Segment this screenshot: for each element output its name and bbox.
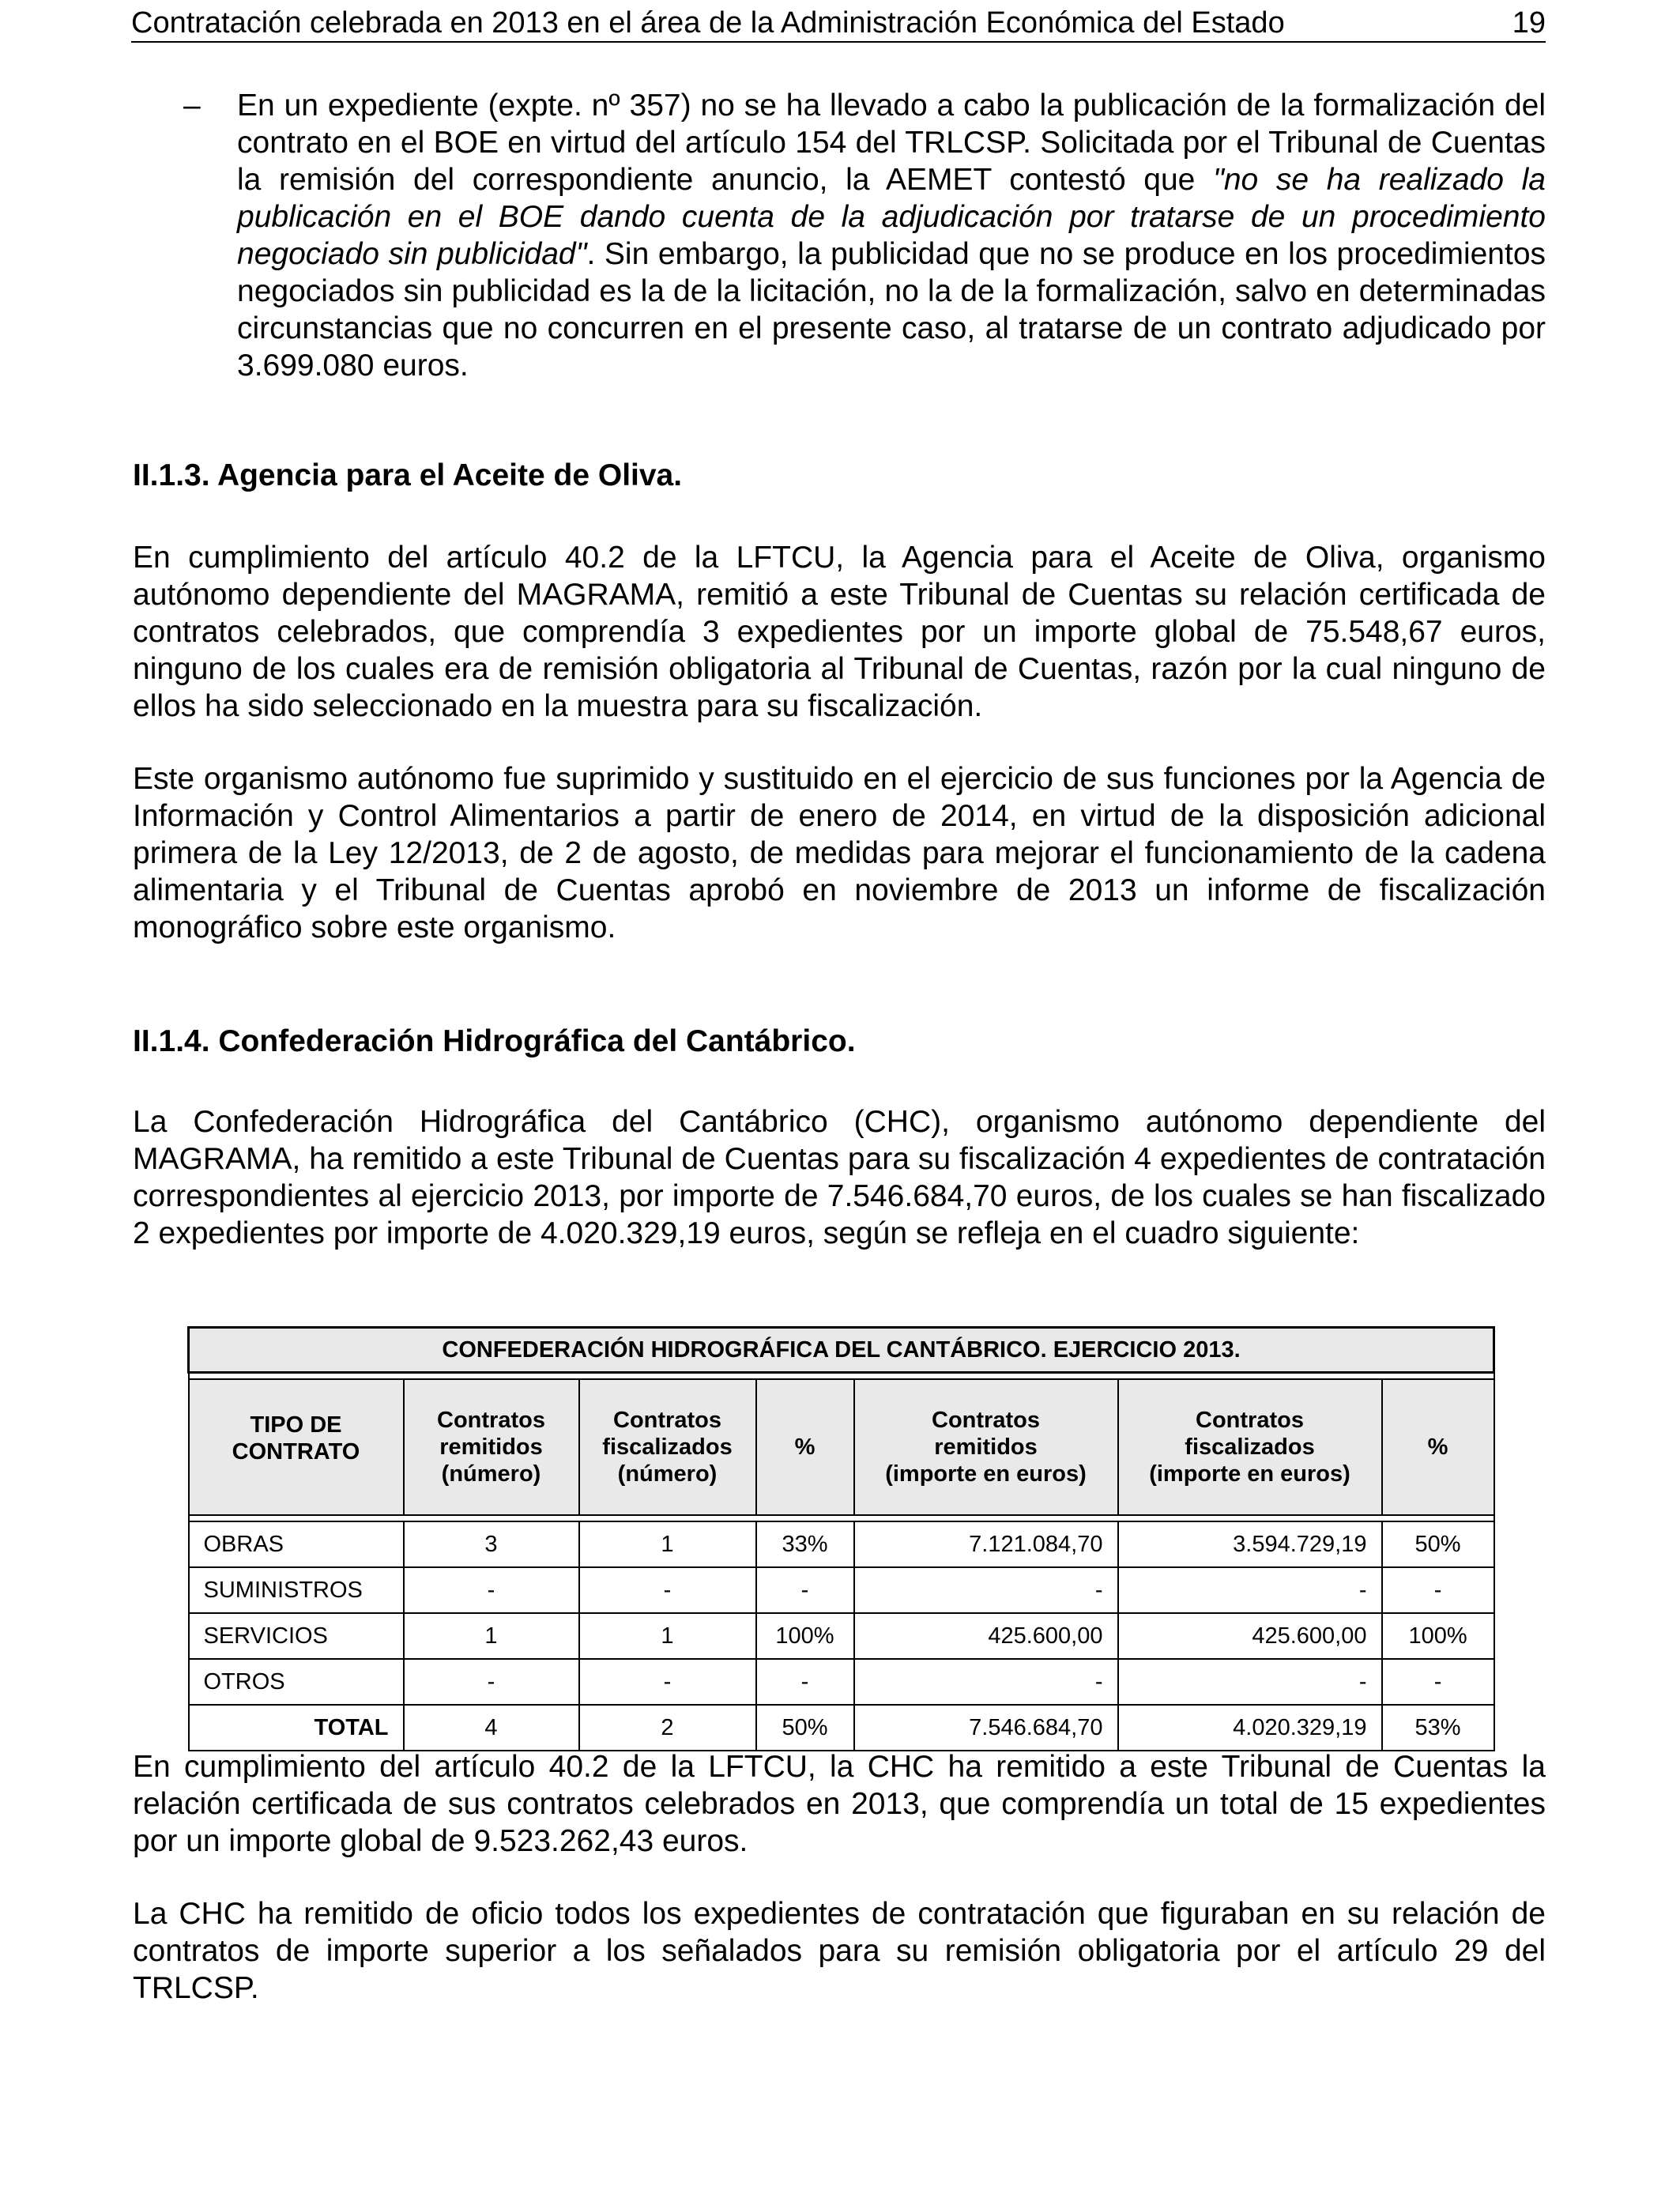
header-title: Contratación celebrada en 2013 en el área de la Administración Económica del Estado [131,6,1285,40]
cell-pct-importe: 100% [1382,1613,1494,1659]
cell-remitidos-importe: 7.121.084,70 [854,1521,1118,1567]
header-line: (número) [441,1461,541,1487]
cell-fiscalizados-num: 1 [579,1521,756,1567]
col-header-fiscalizados-num [579,1379,756,1515]
col-header-remitidos-num [404,1379,579,1515]
cell-total-pct-num: 50% [756,1705,854,1751]
bullet-quote: "no se ha realizado la publicación en el BOE dando cuenta de la adjudicación por tratarse de un procedimiento negociado sin publicidad" [237,163,1546,271]
table-caption-row [189,1328,1494,1373]
table-row [189,1613,1494,1659]
cell-fiscalizados-importe: - [1118,1567,1382,1613]
table-row [189,1521,1494,1567]
paragraph-chc-3: La CHC ha remitido de oficio todos los expedientes de contratación que figuraban en su relación de contratos de importe superior a los señalados para su remisión obligatoria por el artículo 29 del TRLCSP. [133,1897,1546,2005]
cell-pct-num: 100% [756,1613,854,1659]
cell-pct-importe: - [1382,1659,1494,1705]
header-line: fiscalizados [602,1434,733,1460]
table-row [189,1659,1494,1705]
header-line: % [794,1434,816,1460]
header-line: fiscalizados [1185,1434,1315,1460]
header-line: Contratos [932,1408,1040,1433]
cell-remitidos-num: - [404,1659,579,1705]
cell-tipo: OBRAS [189,1521,404,1567]
cell-remitidos-importe: - [854,1659,1118,1705]
col-header-remitidos-importe [854,1379,1118,1515]
cell-fiscalizados-num: - [579,1567,756,1613]
cell-total-fiscalizados-importe: 4.020.329,19 [1118,1705,1382,1751]
cell-fiscalizados-importe: - [1118,1659,1382,1705]
paragraph-chc-1: La Confederación Hidrográfica del Cantábrico (CHC), organismo autónomo dependiente del MAGRAMA, ha remitido a este Tribunal de Cuentas para su fiscalización 4 expedientes de contratación correspondientes al ejercicio 2013, por importe de 7.546.684,70 euros, de los cuales se han fiscalizado 2 expedientes por importe de 4.020.329,19 euros, según se refleja en el cuadro siguiente: [133,1105,1546,1250]
header-line: (número) [617,1461,718,1487]
col-header-pct-num [756,1379,854,1515]
header-line: CONTRATO [232,1439,360,1465]
cell-fiscalizados-num: 1 [579,1613,756,1659]
header-line: % [1427,1434,1448,1460]
cell-total-remitidos-importe: 7.546.684,70 [854,1705,1118,1751]
header-line: Contratos [1196,1408,1304,1433]
cell-remitidos-num: 3 [404,1521,579,1567]
cell-fiscalizados-num: - [579,1659,756,1705]
header-line: TIPO DE [250,1412,342,1438]
cell-total-pct-importe: 53% [1382,1705,1494,1751]
cell-remitidos-importe: 425.600,00 [854,1613,1118,1659]
cell-tipo: OTROS [189,1659,404,1705]
col-header-fiscalizados-importe [1118,1379,1382,1515]
cell-fiscalizados-importe: 3.594.729,19 [1118,1521,1382,1567]
cell-total-label: TOTAL [189,1705,404,1751]
cell-remitidos-importe: - [854,1567,1118,1613]
bullet-text-part1: En un expediente (expte. nº 357) no se ha llevado a cabo la publicación de la formalización del contrato en el BOE en virtud del artículo 154 del TRLCSP. Solicitada por el Tribunal de Cuentas la remisión del correspondiente anuncio, la AEMET contestó que [237,89,1546,197]
page-header [131,5,1546,43]
col-header-tipo [189,1379,404,1515]
contracts-table [187,1326,1495,1751]
cell-tipo: SUMINISTROS [189,1567,404,1613]
page-number: 19 [1512,6,1546,40]
cell-pct-num: - [756,1567,854,1613]
cell-pct-num: - [756,1659,854,1705]
table-total-row [189,1705,1494,1751]
table-row [189,1567,1494,1613]
paragraph-aceite-1: En cumplimiento del artículo 40.2 de la LFTCU, la Agencia para el Aceite de Oliva, organismo autónomo dependiente del MAGRAMA, remitió a este Tribunal de Cuentas su relación certificada de contratos celebrados, que comprendía 3 expedientes por un importe global de 75.548,67 euros, ninguno de los cuales era de remisión obligatoria al Tribunal de Cuentas, razón por la cual ninguno de ellos ha sido seleccionado en la muestra para su fiscalización. [133,541,1546,723]
col-header-pct-importe [1382,1379,1494,1515]
header-line: Contratos [437,1408,545,1433]
bullet-paragraph [237,87,1546,384]
section-heading-aceite: II.1.3. Agencia para el Aceite de Oliva. [133,458,683,492]
table-caption: CONFEDERACIÓN HIDROGRÁFICA DEL CANTÁBRICO. EJERCICIO 2013. [189,1328,1494,1373]
header-line: remitidos [439,1434,543,1460]
cell-pct-num: 33% [756,1521,854,1567]
cell-fiscalizados-importe: 425.600,00 [1118,1613,1382,1659]
cell-remitidos-num: 1 [404,1613,579,1659]
header-line: Contratos [613,1408,721,1433]
cell-total-fiscalizados-num: 2 [579,1705,756,1751]
bullet-dash: – [183,89,201,123]
paragraph-chc-2: En cumplimiento del artículo 40.2 de la LFTCU, la CHC ha remitido a este Tribunal de Cuentas la relación certificada de sus contratos celebrados en 2013, que comprendía un total de 15 expedientes por un importe global de 9.523.262,43 euros. [133,1750,1546,1858]
cell-pct-importe: - [1382,1567,1494,1613]
header-line: (importe en euros) [885,1461,1087,1487]
header-line: remitidos [934,1434,1038,1460]
paragraph-aceite-2: Este organismo autónomo fue suprimido y sustituido en el ejercicio de sus funciones por la Agencia de Información y Control Alimentarios a partir de enero de 2014, en virtud de la disposición adicional primera de la Ley 12/2013, de 2 de agosto, de medidas para mejorar el funcionamiento de la cadena alimentaria y el Tribunal de Cuentas aprobó en noviembre de 2013 un informe de fiscalización monográfico sobre este organismo. [133,762,1546,944]
header-line: (importe en euros) [1149,1461,1350,1487]
bullet-text-part2: . Sin embargo, la publicidad que no se produce en los procedimientos negociados sin publicidad es la de la licitación, no la de la formalización, salvo en determinadas circunstancias que no concurren en el presente caso, al tratarse de un contrato adjudicado por 3.699.080 euros. [237,237,1546,383]
cell-pct-importe: 50% [1382,1521,1494,1567]
cell-total-remitidos-num: 4 [404,1705,579,1751]
cell-remitidos-num: - [404,1567,579,1613]
table-header-row [189,1379,1494,1515]
section-heading-chc: II.1.4. Confederación Hidrográfica del Cantábrico. [133,1024,856,1058]
cell-tipo: SERVICIOS [189,1613,404,1659]
